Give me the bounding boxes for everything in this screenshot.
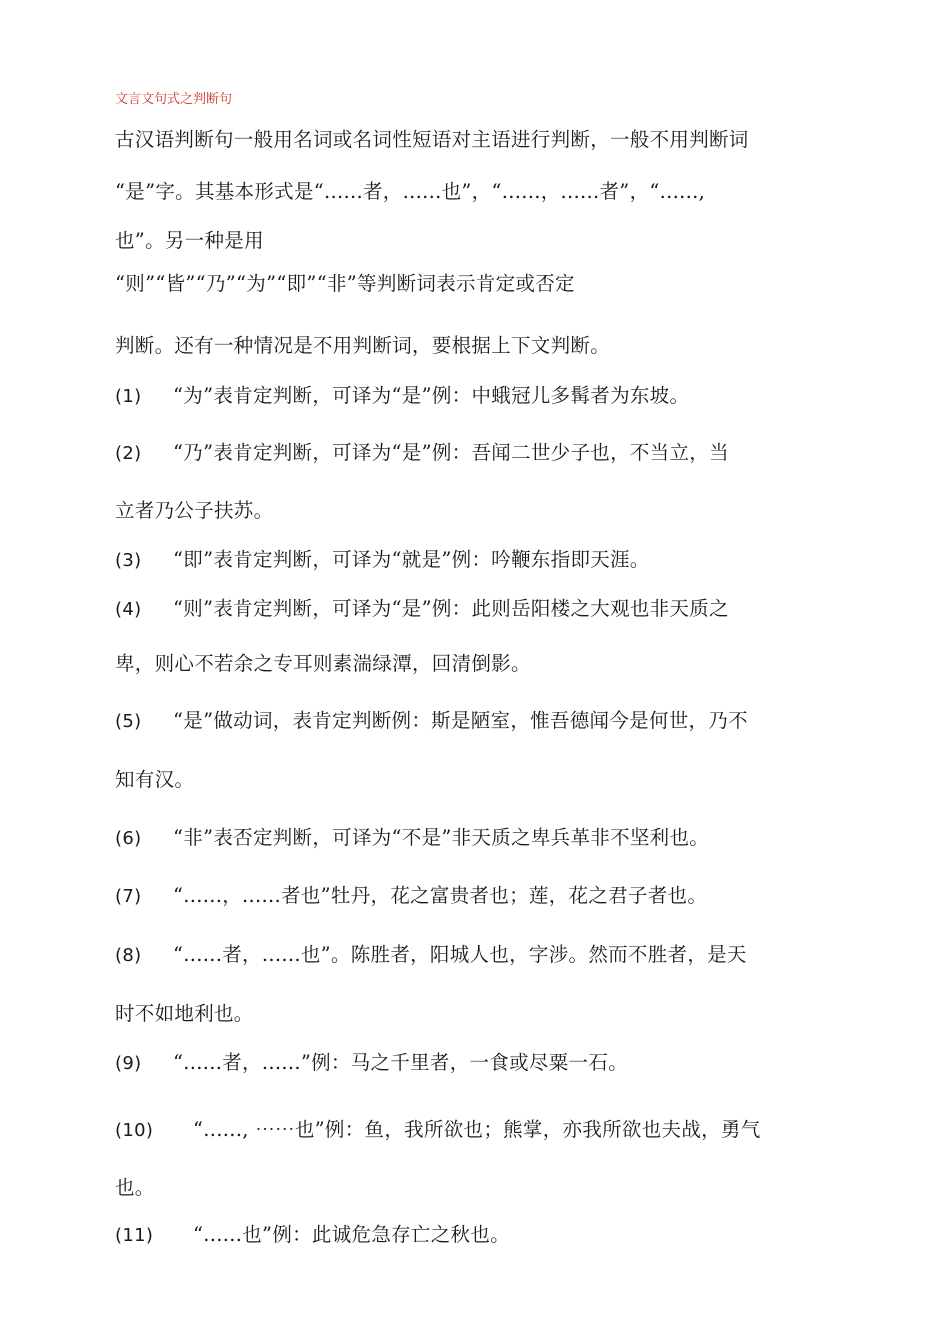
item-number: (9): [115, 1053, 142, 1074]
item-continuation: 知有汉。: [115, 768, 195, 791]
item-text: “是”做动词，表肯定判断例：斯是陋室，惟吾德闻今是何世，乃不: [173, 709, 748, 732]
item-text: “......者，......”例：马之千里者，一食或尽粟一石。: [173, 1051, 628, 1074]
item-text: “则”表肯定判断，可译为“是”例：此则岳阳楼之大观也非天质之: [173, 597, 729, 620]
list-item: [115, 1047, 628, 1075]
list-item: [115, 939, 747, 967]
item-continuation: 立者乃公子扶苏。: [115, 499, 274, 522]
intro-line: “则”“皆”“乃”“为”“即”“非”等判断词表示肯定或否定: [115, 272, 575, 295]
list-item: [115, 822, 709, 850]
list-item: [115, 1219, 510, 1247]
item-number: (7): [115, 886, 142, 907]
list-item: [115, 705, 748, 733]
item-number: (1): [115, 386, 142, 407]
intro-line: 判断。还有一种情况是不用判断词，要根据上下文判断。: [115, 334, 611, 357]
item-text: “乃”表肯定判断，可译为“是”例：吾闻二世少子也，不当立，当: [173, 441, 729, 464]
list-item: [115, 593, 729, 621]
page-header-title: 文言文句式之判断句: [115, 92, 233, 107]
item-number: (5): [115, 711, 142, 732]
item-continuation: 时不如地利也。: [115, 1002, 254, 1025]
item-number: (2): [115, 443, 142, 464]
list-item: [115, 380, 689, 408]
intro-line: 也”。另一种是用: [115, 229, 264, 252]
intro-line: 古汉语判断句一般用名词或名词性短语对主语进行判断，一般不用判断词: [115, 128, 749, 151]
item-number: (8): [115, 945, 142, 966]
item-text: “......者，......也”。陈胜者，阳城人也，字涉。然而不胜者，是天: [173, 943, 747, 966]
item-text: “......, ⋯⋯也”例：鱼，我所欲也；熊掌，亦我所欲也夫战，勇气: [193, 1118, 761, 1141]
list-item: [115, 880, 707, 908]
item-text: “......也”例：此诚危急存亡之秋也。: [193, 1223, 510, 1246]
item-number: (4): [115, 599, 142, 620]
item-text: “为”表肯定判断，可译为“是”例：中蛾冠儿多髯者为东坡。: [173, 384, 690, 407]
item-continuation: 卑，则心不若余之专耳则素湍绿潭，回清倒影。: [115, 652, 531, 675]
intro-line: “是”字。其基本形式是“......者，......也”，“......，......者”，“......,: [115, 180, 706, 203]
item-text: “非”表否定判断，可译为“不是”非天质之卑兵革非不坚利也。: [173, 826, 710, 849]
list-item: [115, 1114, 761, 1142]
item-text: “......，......者也”牡丹，花之富贵者也；莲，花之君子者也。: [173, 884, 708, 907]
item-number: (6): [115, 828, 142, 849]
item-number: (11): [115, 1225, 154, 1246]
item-text: “即”表肯定判断，可译为“就是”例：吟鞭东指即天涯。: [173, 548, 650, 571]
item-number: (3): [115, 550, 142, 571]
list-item: [115, 544, 650, 572]
list-item: [115, 437, 729, 465]
item-continuation: 也。: [115, 1176, 155, 1199]
item-number: (10): [115, 1120, 154, 1141]
